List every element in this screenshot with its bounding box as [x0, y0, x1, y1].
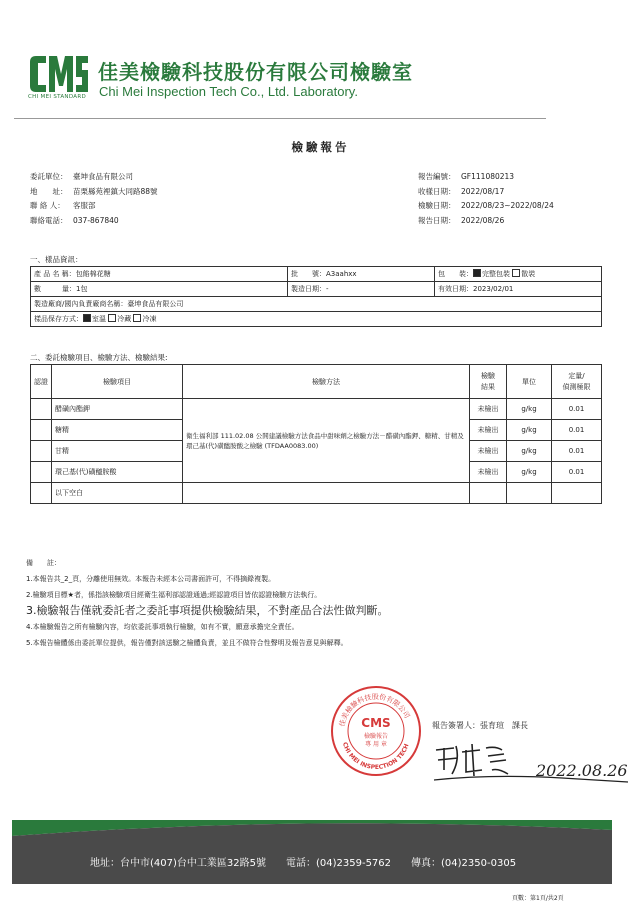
checkbox-empty-icon [512, 269, 520, 277]
signer-line: 報告簽署人：張育瑄 課長 [432, 721, 528, 730]
signature-date: 2022.08.26 [536, 761, 628, 780]
svg-text:CHI MEI INSPECTION TECH: CHI MEI INSPECTION TECH [340, 741, 411, 772]
lab-seal-stamp-icon [330, 685, 422, 777]
report-date: 2022/08/26 [461, 215, 505, 225]
checkbox-checked-icon [473, 269, 481, 277]
svg-text:檢驗報告: 檢驗報告 [363, 733, 389, 740]
footer-band [12, 820, 612, 884]
note-5: 5.本報告檢體係由委託單位提供，報告僅對該送驗之檢體負責，並且不做符合性聲明及報告意見與解釋。 [26, 639, 348, 647]
expiry-date: 2023/02/01 [473, 285, 514, 293]
note-4: 4.本檢驗報告之所有檢驗內容，均依委託事項執行檢驗，如有不實，願意承擔完全責任。 [26, 623, 299, 631]
page-number: 頁數：第1頁/共2頁 [512, 895, 564, 902]
brand-subtitle: CHI MEI STANDARD [28, 94, 86, 100]
footer-address: 台中市(407)台中工業區32路5號 [120, 858, 266, 869]
client-contact: 客服部 [73, 201, 96, 210]
manufacturer: 臺坤食品有限公司 [127, 300, 184, 308]
footer-phone: (04)2359-5762 [315, 858, 392, 869]
table-row-blank: 以下空白 [31, 483, 602, 504]
footer-contact: 地址：台中市(407)台中工業區32路5號 電話：(04)2359-5762 傳真：(04)2350-0305 [90, 858, 517, 869]
notes [26, 555, 389, 651]
manufacture-date: - [326, 285, 329, 293]
report-number: GF111080213 [461, 172, 515, 181]
signer-title: 課長 [512, 721, 528, 730]
checkbox-empty-icon [133, 314, 141, 322]
client-name: 臺坤食品有限公司 [73, 172, 133, 181]
sample-table: 產 品 名 稱：包餡棉花糖 批 號：A3aahxx 包 裝： 完整包裝 散裝 數 量：1包 製造日期：- 有效日期：2023/02/01 製造廠商/國內負責廠商名稱：臺坤食品有限公司 樣品保存方式： 室溫 冷藏 冷凍 [30, 266, 602, 327]
company-logo-icon [28, 54, 90, 94]
note-1: 1.本報告共_2_頁，分離使用無效。本報告未經本公司書面許可，不得摘錄複製。 [26, 575, 276, 583]
test-method: 衛生福利部 111.02.08 公開建議檢驗方法食品中甜味劑之檢驗方法－醋磺內酯鉀、糖精、甘精及環己基(代)磺醯胺酸之檢驗 (TFDAA0083.00) [183, 399, 470, 483]
svg-text:佳美檢驗科技股份有限公司: 佳美檢驗科技股份有限公司 [338, 692, 412, 728]
received-date: 2022/08/17 [461, 186, 505, 196]
client-info: 委託單位： 臺坤食品有限公司 地 址： 苗栗縣苑裡鎮大同路88號 聯 絡 人： 客服部 聯絡電話： 037-867840 [30, 172, 158, 225]
client-phone: 037-867840 [73, 215, 119, 225]
note-3: 3.檢驗報告僅就委託者之委託事項提供檢驗結果，不對產品合法性做判斷。 [26, 604, 389, 617]
header-divider [14, 118, 546, 119]
handwritten-signature-icon [432, 740, 632, 785]
client-address: 苗栗縣苑裡鎮大同路88號 [73, 186, 158, 196]
results-table: 認證 檢驗項目 檢驗方法 檢驗 結果 單位 定量/ 偵測極限 醋磺內酯鉀 衛生福利部 111.02.08 公開建議檢驗方法食品中甜味劑之檢驗方法－醋磺內酯鉀、糖精、甘精及環己基(代)磺醯胺酸之檢驗 (TFDAA0083.00) 未檢出 g/kg 0.01 糖精 未檢出 g/kg 0.01 甘精 未檢出 g/kg 0.01 環己基(代)磺醯胺酸 未檢出 g/kg 0.01 以下空白 [30, 364, 602, 504]
sample-section-title: 一、樣品資訊： [30, 255, 83, 264]
note-2: 2.檢驗項目標★者，係指該檢驗項目經衛生福利部認證通過;經認證項目皆依認證檢驗方法執行。 [26, 591, 322, 599]
results-section-title: 二、委託檢驗項目、檢驗方法、檢驗結果: [30, 353, 168, 362]
svg-text:CMS: CMS [361, 716, 391, 730]
test-date: 2022/08/23~2022/08/24 [461, 201, 554, 210]
product-name: 包餡棉花糖 [75, 270, 111, 278]
footer-fax: (04)2350-0305 [441, 858, 517, 869]
company-name-en: Chi Mei Inspection Tech Co., Ltd. Laboratory. [99, 84, 358, 99]
table-row: 糖精 未檢出 g/kg 0.01 [31, 420, 602, 441]
notes-label: 備 註： [26, 559, 61, 567]
report-info: 報告編號： GF111080213 收樣日期： 2022/08/17 檢驗日期： 2022/08/23~2022/08/24 報告日期： 2022/08/26 [418, 172, 554, 225]
checkbox-checked-icon [83, 314, 91, 322]
company-name-zh: 佳美檢驗科技股份有限公司檢驗室 [98, 60, 413, 84]
signer-name: 張育瑄 [480, 721, 504, 730]
checkbox-empty-icon [108, 314, 116, 322]
batch-number: A3aahxx [326, 270, 357, 278]
table-row: 醋磺內酯鉀 衛生福利部 111.02.08 公開建議檢驗方法食品中甜味劑之檢驗方法－醋磺內酯鉀、糖精、甘精及環己基(代)磺醯胺酸之檢驗 (TFDAA0083.00) 未檢出 g/kg 0.01 [31, 399, 602, 420]
table-row: 環己基(代)磺醯胺酸 未檢出 g/kg 0.01 [31, 462, 602, 483]
quantity: 1包 [76, 285, 88, 293]
table-row: 甘精 未檢出 g/kg 0.01 [31, 441, 602, 462]
svg-text:專 用 章: 專 用 章 [365, 741, 387, 748]
report-title: 檢驗報告 [291, 140, 350, 154]
